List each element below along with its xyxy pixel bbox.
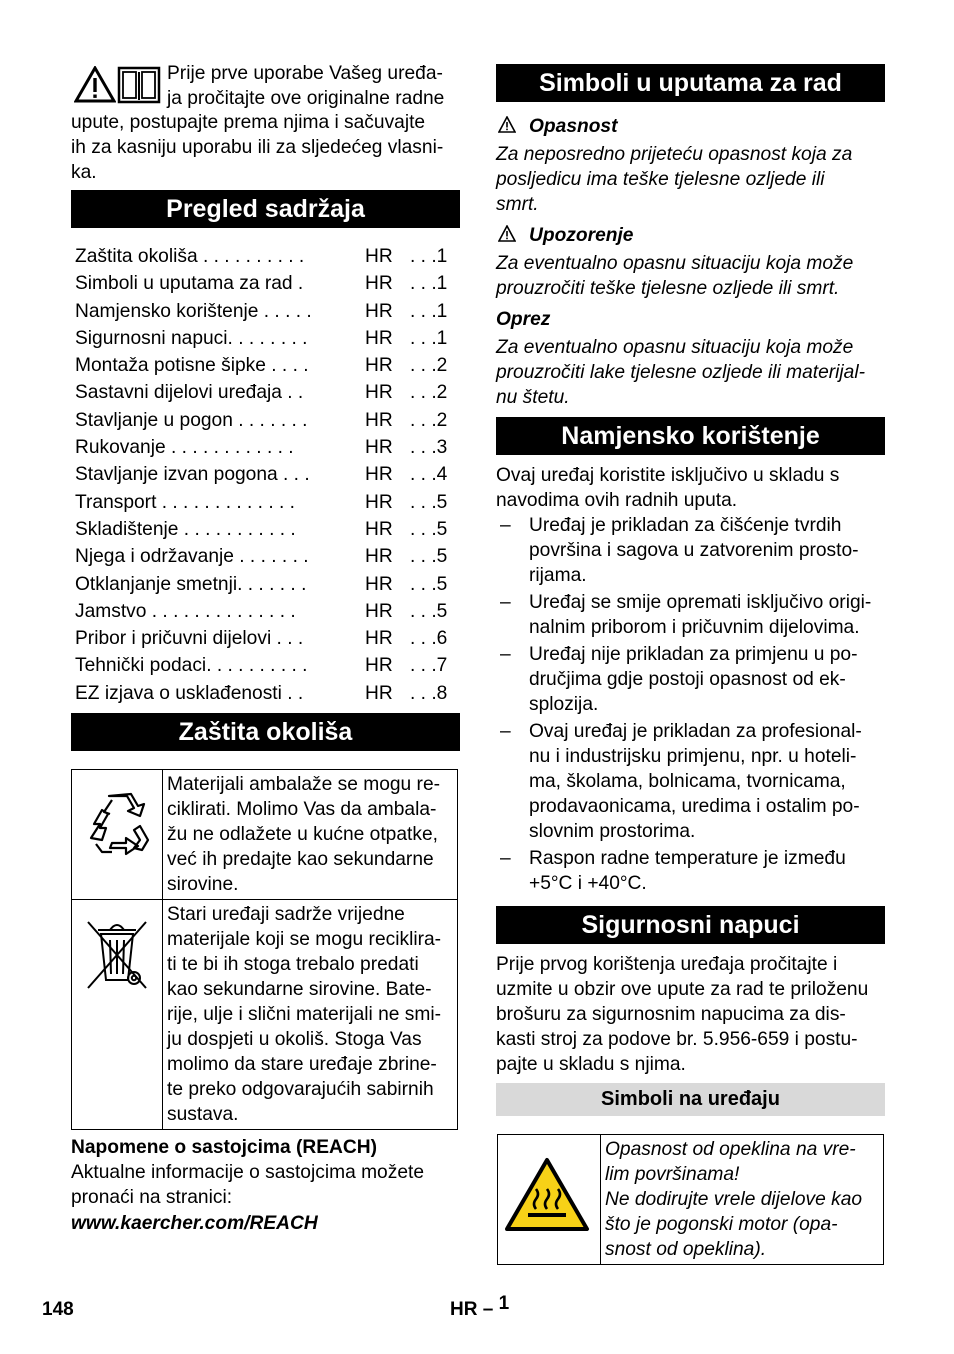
toc-entry-lang: HR (365, 327, 393, 349)
safety-text-line: Prije prvog korištenja uređaja pročitajte i (496, 954, 838, 975)
reach-title: Napomene o sastojcima (REACH) (71, 1137, 377, 1158)
toc-row[interactable] (75, 598, 455, 625)
intro-line-1: Prije prve uporabe Vašeg uređa- (167, 63, 443, 84)
weee-text-line: te preko odgovarajućih sabirnih (167, 1079, 434, 1100)
toc-entry-lang: HR (365, 246, 393, 267)
toc-entry-lang: HR (365, 546, 393, 568)
recycle-text-line: sirovine. (167, 874, 239, 895)
toc-entry-title: Otklanjanje smetnji. . . . . . . (75, 573, 307, 595)
footer-dash: – (482, 1299, 494, 1320)
weee-text-line: Stari uređaji sadrže vrijedne (167, 904, 405, 925)
hot-surface-text-line: snost od opeklina). (605, 1239, 767, 1260)
toc-entry-title: Stavljanje u pogon . . . . . . . (75, 409, 308, 431)
caution-text-line: nu štetu. (496, 387, 570, 408)
toc-row[interactable] (75, 298, 455, 325)
toc-entry-lang: HR (365, 518, 393, 540)
toc-entry-title: EZ izjava o usklađenosti . . (75, 682, 304, 704)
list-dash: – (500, 515, 511, 536)
toc-entry-title: Transport . . . . . . . . . . . . . (75, 491, 295, 513)
toc-entry-lang: HR (365, 682, 393, 704)
toc-entry-title: Simboli u uputama za rad . (75, 273, 304, 295)
danger-label: Opasnost (529, 116, 618, 137)
toc-entry-lang: HR (365, 437, 393, 459)
toc-entry-lang: HR (365, 300, 393, 322)
toc-row[interactable] (75, 652, 455, 679)
toc-row[interactable] (75, 461, 455, 488)
footer-section: HR (450, 1299, 478, 1320)
toc-row[interactable] (75, 680, 455, 707)
reach-line-1: Aktualne informacije o sastojcima možete (71, 1162, 424, 1183)
toc-entry-title: Montaža potisne šipke . . . . (75, 355, 309, 377)
toc-entry-page: . . .6 (410, 628, 448, 650)
toc-row[interactable] (75, 407, 455, 434)
toc-heading: Pregled sadržaja (71, 190, 460, 228)
toc-row[interactable] (75, 352, 455, 379)
list-dash: – (500, 721, 511, 742)
toc-row[interactable] (75, 516, 455, 543)
page-number: 148 (42, 1299, 74, 1320)
warning-text-line: prouzročiti teške tjelesne ozljede ili smrt. (496, 278, 840, 299)
toc-entry-page: . . .2 (410, 382, 448, 404)
intended-use-list (496, 513, 885, 898)
footer-section-label (450, 1293, 510, 1321)
environment-table (71, 769, 458, 1130)
recycle-text-line: Materijali ambalaže se mogu re- (167, 774, 441, 795)
toc-list (75, 243, 455, 707)
intro-line-5: ka. (71, 162, 97, 183)
safety-heading: Sigurnosni napuci (496, 906, 885, 944)
toc-entry-page: . . .5 (410, 518, 448, 540)
toc-row[interactable] (75, 489, 455, 516)
recycle-text-cell (163, 770, 458, 900)
danger-text-line: posljedicu ima teške tjelesne ozljede ili (496, 169, 825, 190)
list-item-line: dručjima gdje postoji opasnost od ek- (529, 669, 846, 690)
hot-surface-text-cell (601, 1135, 884, 1265)
reach-url-link[interactable]: www.kaercher.com/REACH (71, 1213, 318, 1234)
list-item-line: ma, školama, bolnicama, tvornicama, (529, 771, 846, 792)
toc-row[interactable] (75, 571, 455, 598)
safety-text-line: kasti stroj za podove br. 5.956-659 i postu- (496, 1029, 858, 1050)
toc-entry-page: . . .5 (410, 600, 448, 622)
list-item-line: rijama. (529, 565, 587, 586)
recycle-text-line: već ih predajte kao sekundarne (167, 849, 434, 870)
weee-text-line: rije, ulje i slični materijali ne smi- (167, 1004, 442, 1025)
danger-text-line: Za neposredno prijeteću opasnost koja za (496, 144, 853, 165)
crossed-bin-icon (72, 900, 162, 997)
danger-text-line: smrt. (496, 194, 539, 215)
safety-text (496, 952, 896, 1077)
weee-text-line: materijale koji se mogu reciklira- (167, 929, 442, 950)
intro-line-4: ih za kasniju uporabu ili za sljedećeg vlasni- (71, 137, 444, 158)
toc-entry-title: Pribor i pričuvni dijelovi . . . (75, 628, 304, 650)
device-symbols-table (497, 1134, 884, 1265)
environment-heading: Zaštita okoliša (71, 713, 460, 751)
toc-entry-page: . . .1 (410, 300, 448, 322)
hot-surface-cell (498, 1135, 601, 1265)
toc-entry-title: Skladištenje . . . . . . . . . . . (75, 518, 296, 540)
intended-intro-line: Ovaj uređaj koristite isključivo u skladu s (496, 465, 840, 486)
toc-entry-lang: HR (365, 273, 393, 295)
toc-entry-title: Namjensko korištenje . . . . . (75, 300, 312, 322)
toc-entry-title: Tehnički podaci. . . . . . . . . . (75, 655, 308, 677)
list-item-line: prodavaonicama, uredima i ostalim po- (529, 796, 860, 817)
toc-entry-lang: HR (365, 355, 393, 377)
list-item-line: površina i sagova u zatvorenim prosto- (529, 540, 859, 561)
toc-entry-page: . . .1 (410, 273, 448, 295)
list-item (496, 642, 885, 717)
recycle-text-line: žu ne odlažete u kućne otpatke, (167, 824, 438, 845)
intended-intro-line: navodima ovih radnih uputa. (496, 490, 738, 511)
list-item-line: splozija. (529, 694, 599, 715)
manual-book-icon (117, 66, 161, 104)
intended-use-intro (496, 463, 896, 513)
list-dash: – (500, 592, 511, 613)
weee-text-line: molimo da stare uređaje zbrine- (167, 1054, 437, 1075)
toc-entry-page: . . .5 (410, 491, 448, 513)
toc-row[interactable] (75, 434, 455, 461)
list-item-line: nu i industrijsku primjenu, npr. u hoteli- (529, 746, 857, 767)
list-item (496, 719, 885, 844)
hot-surface-text (605, 1137, 879, 1262)
weee-cell (72, 900, 163, 1130)
toc-entry-page: . . .5 (410, 546, 448, 568)
hot-surface-text-line: Opasnost od opeklina na vre- (605, 1139, 856, 1160)
device-symbols-subheading: Simboli na uređaju (496, 1083, 885, 1116)
toc-entry-title: Zaštita okoliša . . . . . . . . . . (75, 246, 305, 267)
list-item-line: Raspon radne temperature je između (529, 848, 846, 869)
toc-entry-title: Stavljanje izvan pogona . . . (75, 464, 310, 486)
toc-row[interactable] (75, 625, 455, 652)
caution-text-line: Za eventualno opasnu situaciju koja može (496, 337, 854, 358)
weee-text-cell (163, 900, 458, 1130)
weee-text-line: sustava. (167, 1104, 239, 1125)
toc-entry-page: . . .1 (410, 327, 448, 349)
intended-use-heading: Namjensko korištenje (496, 417, 885, 455)
intro-line-3: upute, postupajte prema njima i sačuvajte (71, 112, 426, 133)
safety-text-line: uzmite u obzir ove upute za rad te priloženu (496, 979, 869, 1000)
list-item (496, 590, 885, 640)
toc-row[interactable] (75, 325, 455, 352)
toc-row[interactable] (75, 543, 455, 570)
toc-entry-lang: HR (365, 600, 393, 622)
list-item-line: +5°C i +40°C. (529, 873, 647, 894)
list-item (496, 513, 885, 588)
toc-entry-lang: HR (365, 491, 393, 513)
hot-surface-text-line: što je pogonski motor (opa- (605, 1214, 838, 1235)
toc-entry-page: . . .4 (410, 464, 448, 486)
toc-entry-page: . . .2 (410, 355, 448, 377)
toc-entry-lang: HR (365, 464, 393, 486)
list-dash: – (500, 848, 511, 869)
toc-entry-page: . . .3 (410, 437, 448, 459)
toc-entry-lang: HR (365, 382, 393, 404)
list-item (496, 846, 885, 896)
toc-entry-page: . . .5 (410, 573, 448, 595)
toc-row[interactable] (75, 270, 455, 297)
warning-label: Upozorenje (529, 225, 634, 246)
toc-row[interactable] (75, 243, 455, 270)
recycle-text (167, 772, 453, 897)
toc-entry-title: Rukovanje . . . . . . . . . . . . (75, 437, 294, 459)
caution-label: Oprez (496, 309, 551, 330)
toc-entry-title: Sigurnosni napuci. . . . . . . . (75, 327, 308, 349)
list-item-line: Ovaj uređaj je prikladan za profesional- (529, 721, 862, 742)
weee-text-line: ti te bi ih stoga trebalo predati (167, 954, 419, 975)
list-item-line: Uređaj je prikladan za čišćenje tvrdih (529, 515, 842, 536)
hot-surface-text-line: lim površinama! (605, 1164, 740, 1185)
toc-entry-page: . . .7 (410, 655, 448, 677)
weee-text-line: kao sekundarne sirovine. Bate- (167, 979, 432, 1000)
weee-text-line: ju dospjeti u okoliš. Stoga Vas (167, 1029, 422, 1050)
hot-surface-text-line: Ne dodirujte vrele dijelove kao (605, 1189, 863, 1210)
toc-entry-title: Jamstvo . . . . . . . . . . . . . . (75, 600, 296, 622)
toc-row[interactable] (75, 379, 455, 406)
list-item-line: Uređaj se smije opremati isključivo origi- (529, 592, 872, 613)
toc-entry-page: . . .8 (410, 682, 448, 704)
toc-entry-lang: HR (365, 409, 393, 431)
recycle-cell (72, 770, 163, 900)
reach-line-2: pronaći na stranici: (71, 1187, 233, 1208)
danger-warning-icon (498, 116, 516, 134)
list-dash: – (500, 644, 511, 665)
toc-entry-lang: HR (365, 655, 393, 677)
toc-entry-lang: HR (365, 628, 393, 650)
toc-entry-lang: HR (365, 573, 393, 595)
intro-line-2: ja pročitajte ove originalne radne (167, 88, 445, 109)
caution-text-line: prouzročiti lake tjelesne ozljede ili materijal- (496, 362, 865, 383)
recycle-icon (72, 770, 162, 865)
toc-entry-page: . . .2 (410, 409, 448, 431)
list-item-line: Uređaj nije prikladan za primjenu u po- (529, 644, 858, 665)
list-item-line: slovnim prostorima. (529, 821, 696, 842)
toc-entry-title: Sastavni dijelovi uređaja . . (75, 382, 304, 404)
warning-text (496, 251, 896, 301)
list-item-line: nalnim priborom i pričuvnim dijelovima. (529, 617, 860, 638)
danger-text (496, 142, 896, 217)
toc-entry-page: . . .1 (410, 246, 448, 267)
safety-text-line: pajte u skladu s njima. (496, 1054, 686, 1075)
safety-text-line: brošuru za sigurnosnim napucima za dis- (496, 1004, 846, 1025)
warning-triangle-icon (74, 66, 116, 104)
toc-entry-title: Njega i održavanje . . . . . . . (75, 546, 309, 568)
warning-text-line: Za eventualno opasnu situaciju koja može (496, 253, 854, 274)
weee-text (167, 902, 453, 1127)
recycle-text-line: ciklirati. Molimo Vas da ambala- (167, 799, 437, 820)
symbols-heading: Simboli u uputama za rad (496, 64, 885, 102)
footer-sub-page: 1 (498, 1293, 510, 1314)
caution-text (496, 335, 896, 410)
warning-icon (498, 225, 516, 243)
hot-surface-icon (498, 1135, 600, 1238)
